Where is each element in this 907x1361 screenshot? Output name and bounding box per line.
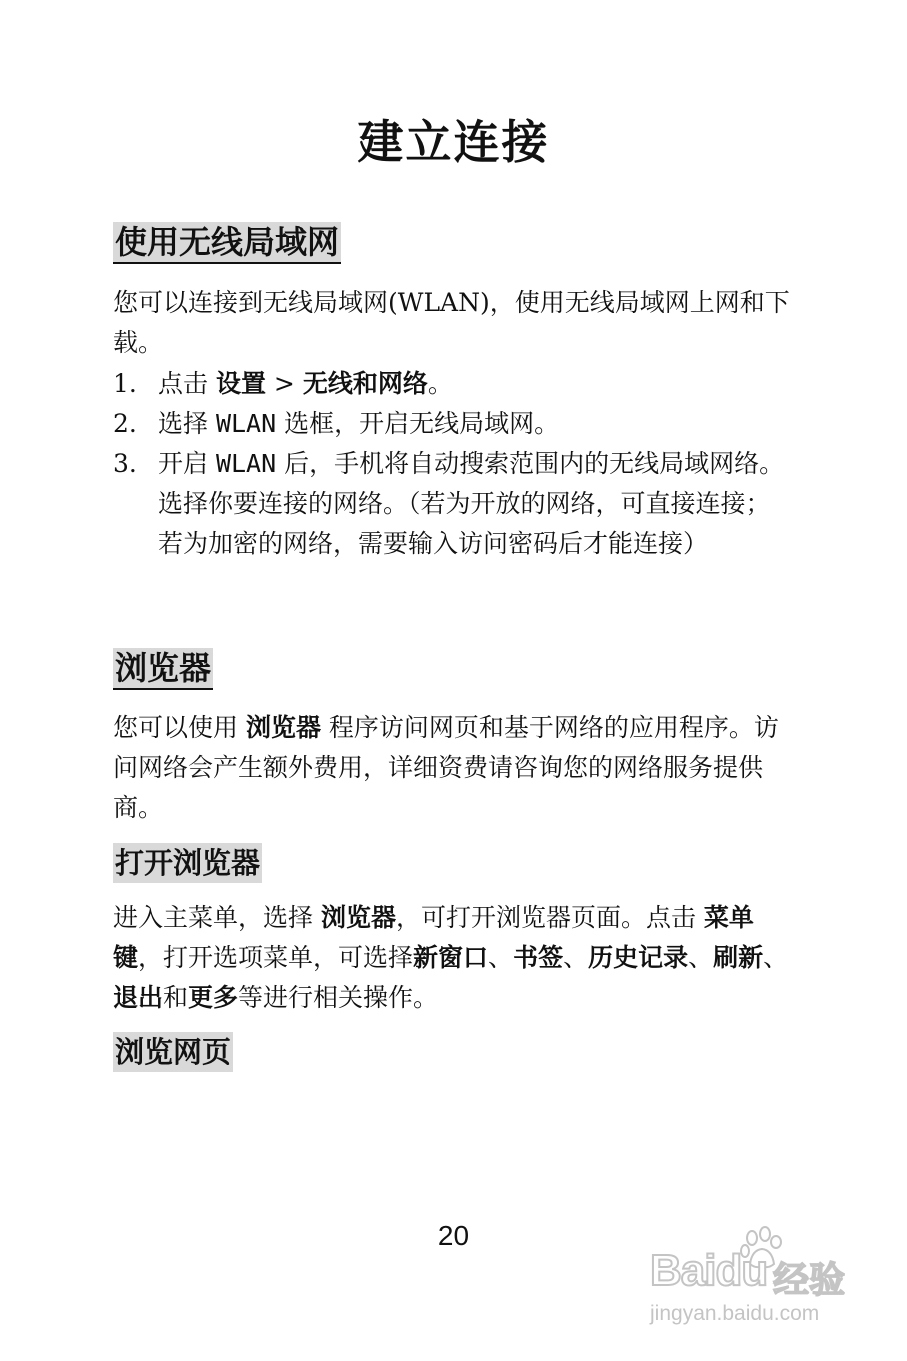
new-window-label: 新窗口	[413, 943, 489, 972]
body-text: 、	[688, 943, 714, 972]
step-text: 选择	[158, 409, 216, 438]
watermark-url: jingyan.baidu.com	[650, 1302, 820, 1325]
exit-label: 退出	[113, 983, 164, 1012]
browser-app-label: 浏览器	[320, 903, 396, 932]
body-text: 等进行相关操作。	[238, 983, 439, 1012]
browser-intro-text: 您可以使用	[113, 713, 246, 742]
wireless-networks-label: 无线和网络	[302, 369, 428, 398]
wlan-term: WLAN	[215, 409, 277, 438]
wlan-step-2	[113, 404, 793, 444]
body-text: 、	[488, 943, 514, 972]
jingyan-logo-text: 经验	[773, 1259, 846, 1300]
step-text: 点击	[158, 369, 216, 398]
step-separator: >	[265, 369, 303, 398]
step-number: 3.	[113, 449, 137, 478]
settings-label: 设置	[215, 369, 266, 398]
menu-key-label: 菜单键	[113, 903, 754, 972]
browser-intro	[113, 708, 793, 828]
body-text: 、	[563, 943, 589, 972]
body-text: 和	[163, 983, 189, 1012]
refresh-label: 刷新	[713, 943, 764, 972]
wlan-intro: 您可以连接到无线局域网(WLAN)，使用无线局域网上网和下载。	[113, 288, 790, 357]
wlan-step-3	[113, 444, 793, 564]
wlan-term: WLAN	[215, 449, 277, 478]
baidu-logo-text: Baidu	[650, 1246, 768, 1295]
body-text: ，可打开浏览器页面。点击	[395, 903, 704, 932]
step-text: 后，手机将自动搜索范围内的无线局域网络。选择你要连接的网络。（若为开放的网络，可直接连接；若为加密的网络，需要输入访问密码后才能连接）	[158, 449, 785, 558]
browser-intro-text: 程序访问网页和基于网络的应用程序。访问网络会产生额外费用，详细资费请咨询您的网络服务提供商。	[113, 713, 779, 822]
section-heading-open-browser: 打开浏览器	[113, 843, 262, 883]
body-text: ，打开选项菜单，可选择	[138, 943, 414, 972]
browser-app-label: 浏览器	[245, 713, 321, 742]
section-heading-browser: 浏览器	[113, 648, 213, 690]
wlan-steps	[113, 364, 793, 564]
page-number: 20	[437, 1220, 470, 1251]
step-number: 1.	[113, 369, 137, 398]
wlan-step-1	[113, 364, 793, 404]
history-label: 历史记录	[588, 943, 689, 972]
step-text: 开启	[158, 449, 216, 478]
page-title: 建立连接	[357, 115, 550, 169]
section-heading-browse-page: 浏览网页	[113, 1032, 233, 1072]
step-text: 。	[427, 369, 453, 398]
body-text: 、	[763, 943, 789, 972]
open-browser-text	[113, 898, 793, 1018]
step-number: 2.	[113, 409, 137, 438]
body-text: 进入主菜单，选择	[113, 903, 321, 932]
section-heading-wlan: 使用无线局域网	[113, 222, 341, 264]
step-text: 选框，开启无线局域网。	[276, 409, 560, 438]
baidu-jingyan-watermark	[640, 1222, 880, 1332]
bookmarks-label: 书签	[513, 943, 564, 972]
more-label: 更多	[188, 983, 239, 1012]
